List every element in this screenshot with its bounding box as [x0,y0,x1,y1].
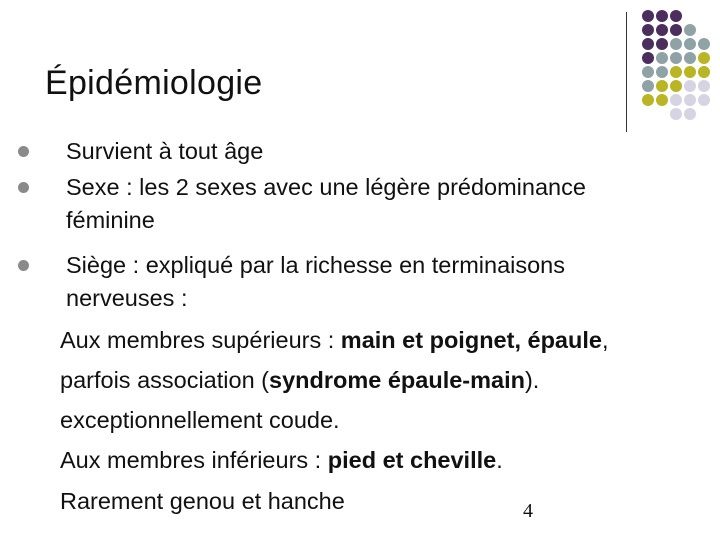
dot [656,66,668,78]
dot [684,52,696,64]
dot [642,66,654,78]
dot [698,52,710,64]
dot [656,52,668,64]
detail-bold: pied et cheville [327,447,497,473]
dot [670,94,682,106]
detail-bold: syndrome épaule-main [269,367,525,393]
dot [684,94,696,106]
dot [642,80,654,92]
detail-upper-limbs [60,324,608,356]
dot [642,94,654,106]
dot [656,24,668,36]
dot [698,94,710,106]
detail-text: ). [524,367,540,393]
dot [670,24,682,36]
dot [684,24,696,36]
dot [656,80,668,92]
detail-text: Aux membres supérieurs : [60,327,341,353]
dot [684,108,696,120]
dot [670,52,682,64]
detail-text: Aux membres inférieurs : [60,447,328,473]
dot [642,38,654,50]
dot [656,10,668,22]
slide-title: Épidémiologie [45,64,263,102]
dot [642,24,654,36]
dot [684,66,696,78]
dot [642,10,654,22]
vertical-divider [626,12,627,132]
dot [698,80,710,92]
page-number: 4 [523,500,533,522]
detail-rare: Rarement genou et hanche [60,488,345,514]
detail-bold: main et poignet, épaule [340,327,602,353]
dot [684,38,696,50]
dot [670,10,682,22]
dot [670,108,682,120]
bullet-text-continuation: féminine [66,207,155,233]
dot [656,94,668,106]
detail-association [60,364,539,396]
dot [642,52,654,64]
bullet-dot [18,146,29,157]
dot [698,38,710,50]
detail-text: , [601,327,609,353]
detail-lower-limbs [60,444,503,476]
dot [684,80,696,92]
bullet-text: Sexe : les 2 sexes avec une légère prédominance [66,174,586,200]
bullet-text: Survient à tout âge [66,138,264,164]
bullet-text-continuation: nerveuses : [66,285,188,311]
dot [698,66,710,78]
dot [670,38,682,50]
bullet-text: Siège : expliqué par la richesse en terminaisons [66,252,565,278]
bullet-dot [18,182,29,193]
detail-text: parfois association ( [60,367,269,393]
dot [670,80,682,92]
detail-elbow: exceptionnellement coude. [60,407,340,433]
dot [670,66,682,78]
bullet-dot [18,260,29,271]
detail-text: . [496,447,503,473]
dot [656,38,668,50]
